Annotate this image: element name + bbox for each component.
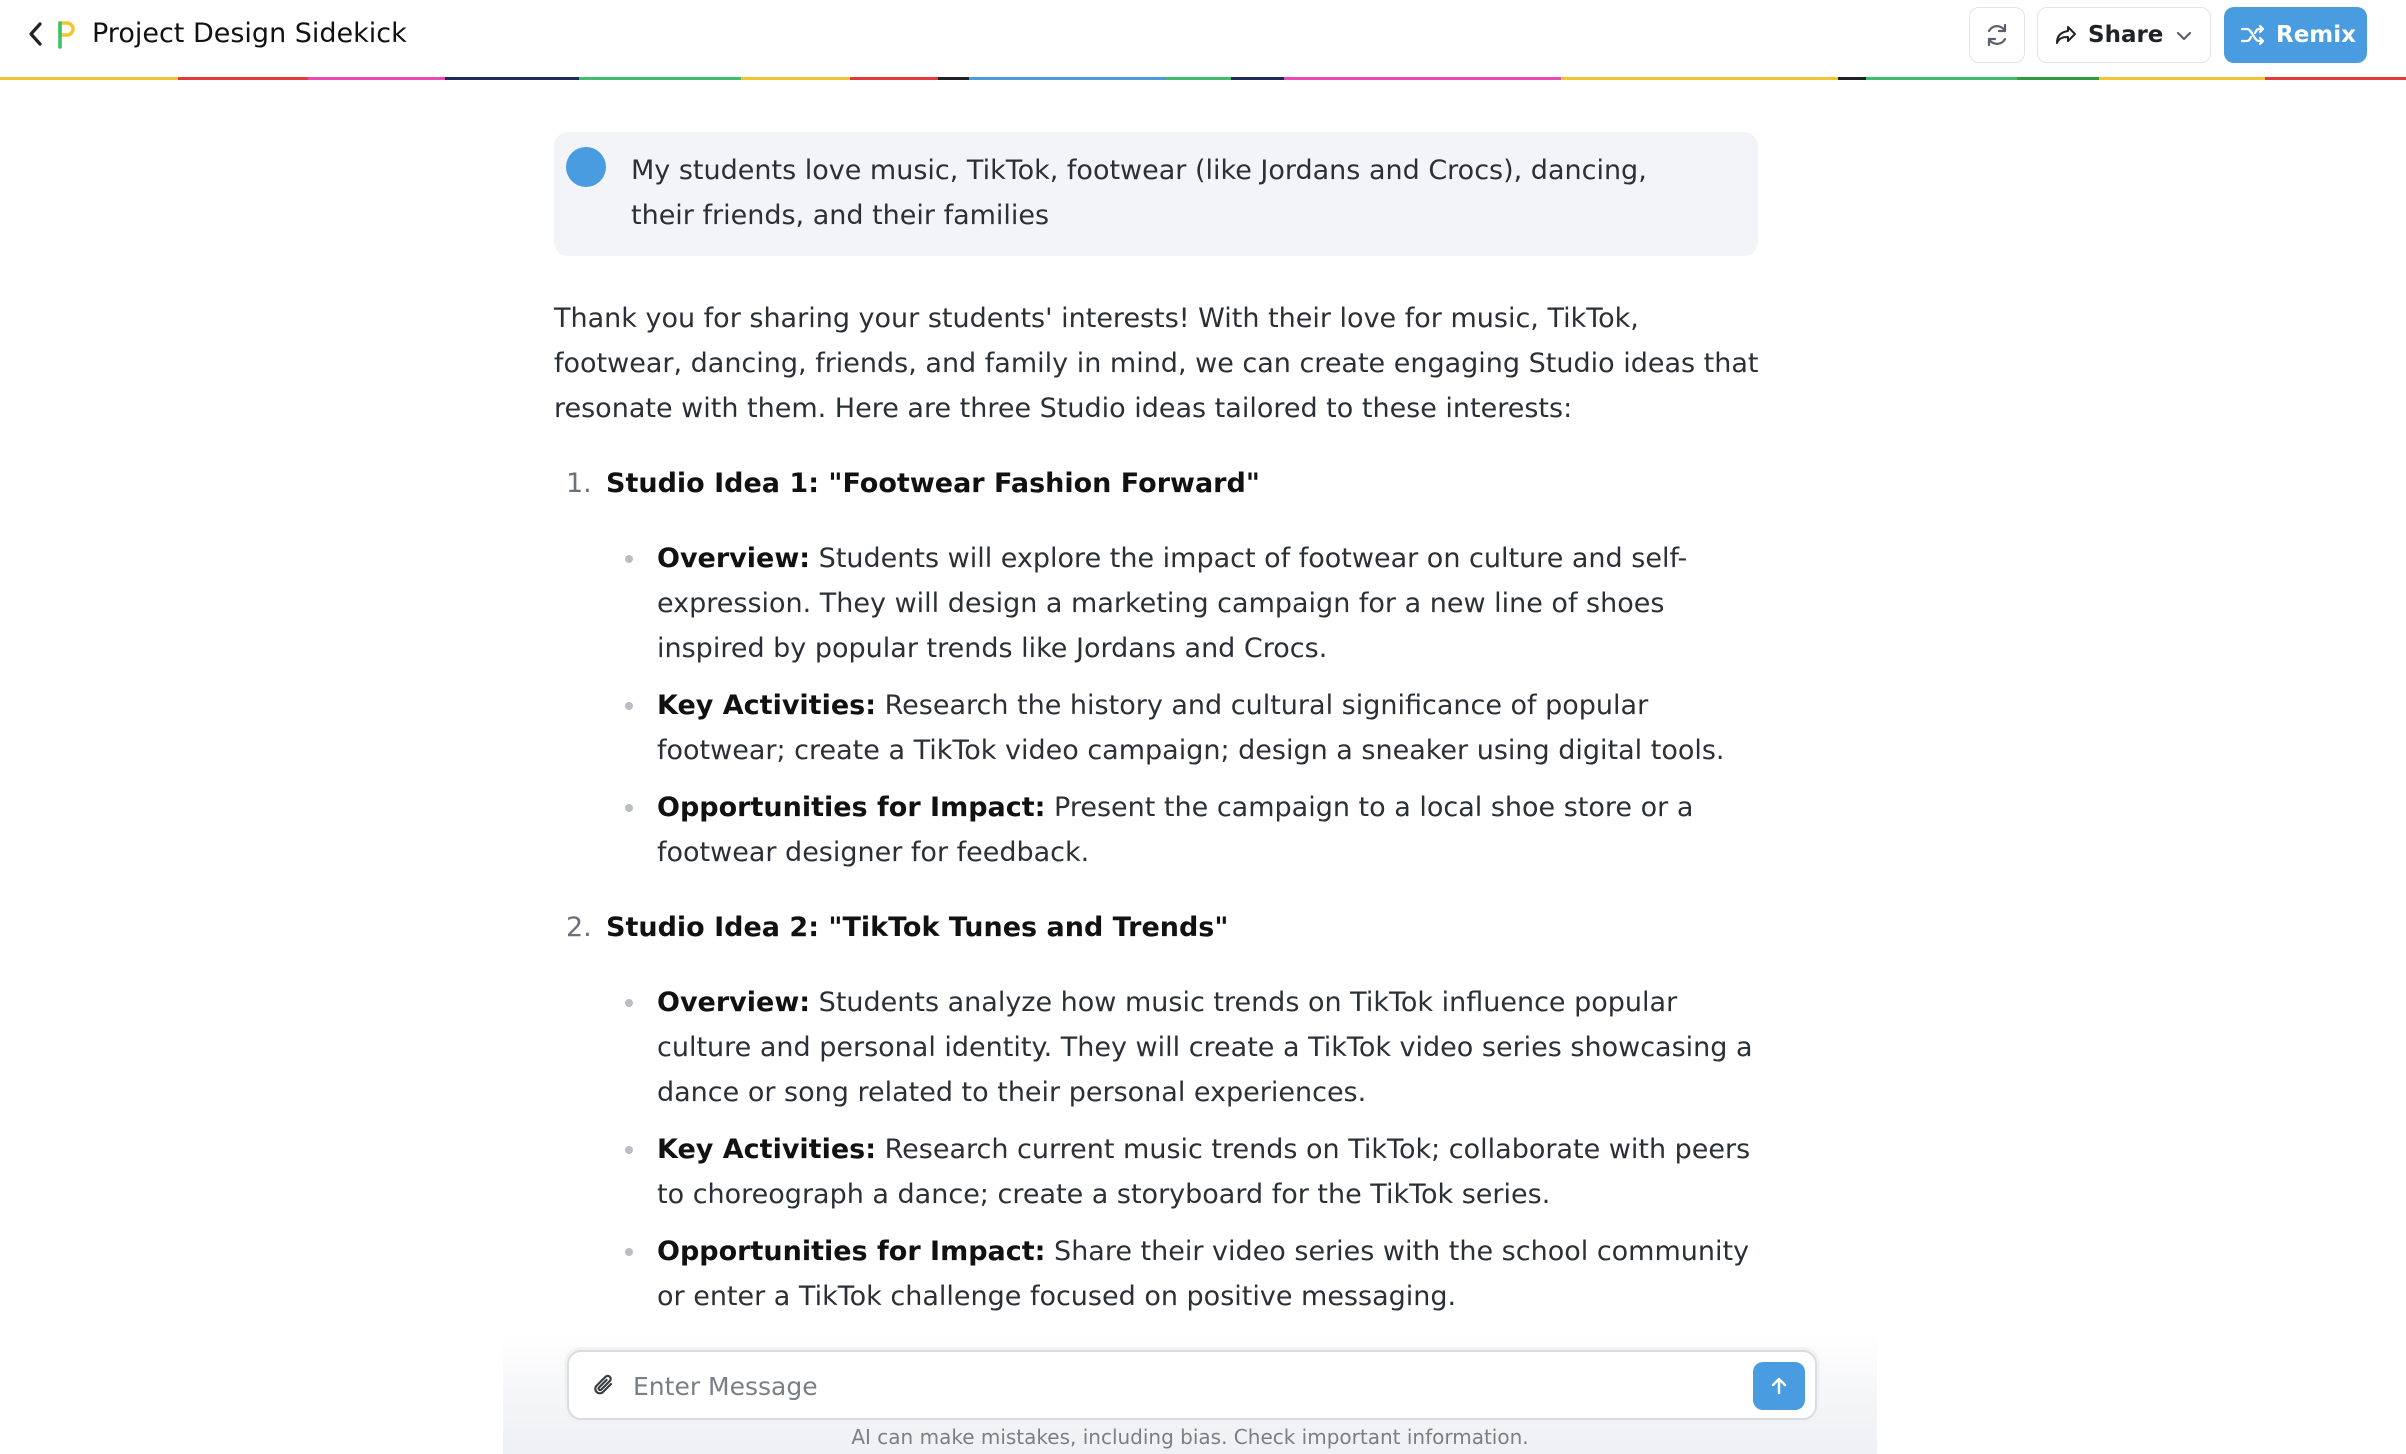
user-message <box>554 132 1758 256</box>
top-bar <box>0 0 2406 78</box>
bullet-label: Opportunities for Impact: <box>657 792 1046 823</box>
list-item <box>657 536 1769 671</box>
idea-title: Studio Idea 1: "Footwear Fashion Forward" <box>606 468 1260 499</box>
list-item <box>657 1229 1769 1319</box>
idea-title: Studio Idea 2: "TikTok Tunes and Trends" <box>606 912 1229 943</box>
bullet-text: Share their video series with the school community or enter a TikTok challenge focused on positive messaging. <box>657 1236 1750 1312</box>
list-item <box>657 980 1769 1115</box>
assistant-intro: Thank you for sharing your students' interests! With their love for music, TikTok, footwear, dancing, friends, and family in mind, we can create engaging Studio ideas that resonate with them. Here are three Studio ideas tailored to these interests: <box>554 303 1759 424</box>
app-logo-icon <box>56 20 76 50</box>
share-label: Share <box>2088 22 2164 48</box>
app-title: Project Design Sidekick <box>92 18 407 49</box>
studio-idea <box>554 461 1764 875</box>
bullet-text: Students will explore the impact of footwear on culture and self-expression. They will design a marketing campaign for a new line of shoes inspired by popular trends like Jordans and Crocs. <box>657 543 1688 664</box>
bullet-label: Opportunities for Impact: <box>657 1236 1046 1267</box>
composer-area <box>503 1330 1877 1454</box>
list-item <box>657 1127 1769 1217</box>
shuffle-icon <box>2240 23 2266 47</box>
arrow-up-icon <box>1768 1375 1790 1397</box>
remix-label: Remix <box>2276 22 2356 48</box>
disclaimer-text: AI can make mistakes, including bias. Check important information. <box>851 1425 1529 1449</box>
chevron-left-icon <box>27 21 45 47</box>
bullet-text: Students analyze how music trends on TikTok influence popular culture and personal identity. They will create a TikTok video series showcasing a dance or song related to their personal experiences. <box>657 987 1753 1108</box>
bullet-label: Overview: <box>657 543 811 574</box>
refresh-icon <box>1984 22 2010 48</box>
chevron-down-icon[interactable] <box>2174 26 2194 46</box>
bullet-label: Key Activities: <box>657 1134 877 1165</box>
avatar <box>566 147 606 187</box>
share-arrow-icon <box>2054 24 2078 46</box>
attach-button[interactable] <box>589 1370 621 1402</box>
bullet-label: Key Activities: <box>657 690 877 721</box>
list-number: 1. <box>566 468 592 499</box>
bullet-text: Research the history and cultural significance of popular footwear; create a TikTok video campaign; design a sneaker using digital tools. <box>657 690 1725 766</box>
bullet-text: Present the campaign to a local shoe store or a footwear designer for feedback. <box>657 792 1694 868</box>
studio-idea <box>554 905 1764 1319</box>
chat-thread <box>554 132 1764 1331</box>
share-button[interactable] <box>2037 7 2211 63</box>
message-input[interactable] <box>633 1364 1733 1408</box>
list-item <box>657 785 1769 875</box>
bullet-text: Research current music trends on TikTok; collaborate with peers to choreograph a dance; create a storyboard for the TikTok series. <box>657 1134 1751 1210</box>
paperclip-icon <box>592 1373 618 1399</box>
list-item <box>657 683 1769 773</box>
remix-button[interactable] <box>2224 7 2367 63</box>
list-number: 2. <box>566 912 592 943</box>
send-button[interactable] <box>1753 1362 1805 1410</box>
back-button[interactable] <box>22 20 50 48</box>
bullet-label: Overview: <box>657 987 811 1018</box>
user-message-text: My students love music, TikTok, footwear (like Jordans and Crocs), dancing, their friends, and their families <box>631 155 1647 231</box>
refresh-button[interactable] <box>1969 7 2025 63</box>
rainbow-divider <box>0 77 2406 80</box>
message-composer <box>567 1350 1817 1420</box>
